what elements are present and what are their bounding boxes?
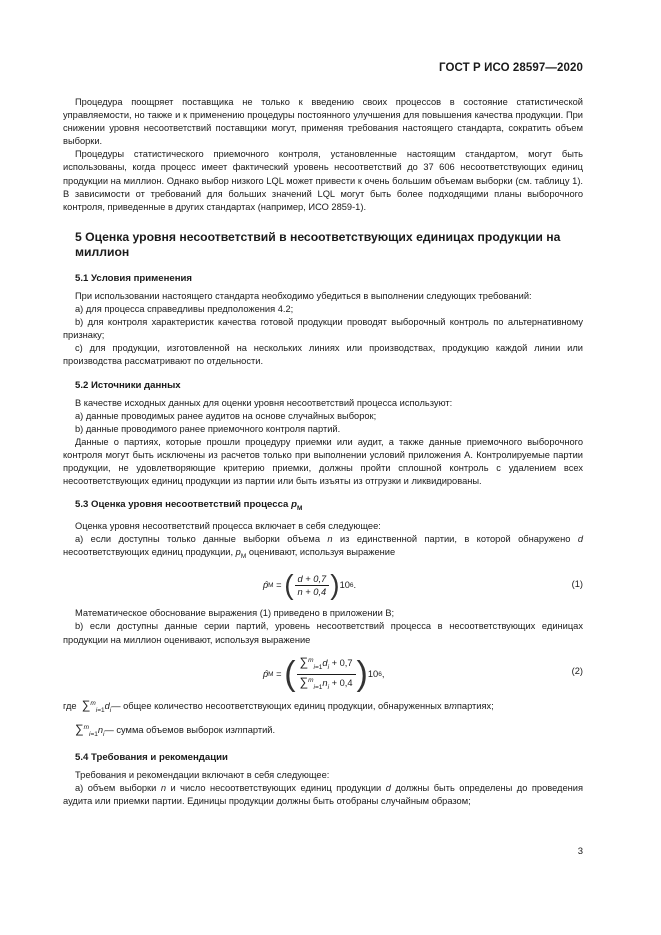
f2-denominator: $\sum^m_{i=1}n_i + 0,4$: [299, 674, 353, 691]
f2-power-base: 10: [367, 668, 379, 679]
s53-paragraph-2: Математическое обоснование выражения (1) приведено в приложении В;: [75, 608, 395, 619]
s54-intro: Требования и рекомендации включают в себя следующее:: [75, 769, 330, 780]
s53-title-symbol: p: [291, 499, 297, 511]
where-line-1: где $\sum^m_{i=1}d_i$ — общее количество несоответствующих единиц продукции, обнаруженных в m партиях;: [63, 697, 583, 717]
intro-paragraph-2: Процедуры статистического приемочного контроля, установленные настоящим стандартом, могут быть использованы, когда процесс имеет фактический уровень несоответствий до 37 606 несоответствующих единиц продукции на миллион. Однако выбор низкого LQL может привести к очень большим объемам выборки (см. таблицу 1). В зависимости от требований для больших значений LQL могут быть более подходящими планы выборочного контроля, приведенные в других стандартах (например, ИСО 2859-1).: [63, 149, 583, 212]
s51-item-a: a) для процесса справедливы предположения 4.2;: [75, 304, 294, 315]
f2-p-hat: p̂: [263, 668, 269, 679]
s51-intro: При использовании настоящего стандарта необходимо убедиться в выполнении следующих требований:: [75, 290, 532, 301]
s53-item-b: b) если доступны данные серии партий, уровень несоответствий процесса в несоответствующих единицах продукции на миллион оценивают, используя выражение: [63, 621, 583, 645]
formula-2: p̂ M = ( $\frac{\sum^m_{i=1}d_i + 0,7}{\sum^m_{i=1}n_i + 0,4}$ ) 10 6 , (2): [263, 654, 583, 694]
intro-paragraph-1: Процедура поощряет поставщика не только к введению своих процессов в состояние статистической управляемости, но также и к применению процедуры постоянного улучшения для повышения качества продукции. При снижении уровня несоответствий поставщики могут, применяя требования настоящего стандарта, сократить объем выборки.: [63, 97, 583, 147]
sum-n-expr: $\sum^m_{i=1}n_i$: [75, 721, 105, 738]
f1-numerator: d + 0,7: [295, 573, 330, 586]
f2-label: (2): [571, 665, 583, 676]
f2-fraction: [297, 655, 356, 694]
f1-label: (1): [571, 579, 583, 590]
page-content: [63, 96, 583, 808]
standard-header: ГОСТ Р ИСО 28597—2020: [438, 62, 583, 74]
s53-title-sub: M: [296, 505, 303, 513]
f1-denominator: n + 0,4: [297, 586, 327, 597]
s52-paragraph: Данные о партиях, которые прошли процедуру приемки или аудит, а также данные приемочного выборочного контроля могут быть исключены из расчетов только при выполнении условий приложения А. Контролируемые партии продукции, не удовлетворяющие критерию приемки, должны пройти сплошной контроль с удалением всех несоответствующих единиц продукции из партии или быть изъяты из отгрузки и ликвидированы.: [63, 436, 583, 487]
section-5-3-title: [75, 498, 583, 515]
f2-power-exp: 6: [378, 670, 382, 678]
s53-intro: Оценка уровня несоответствий процесса включает в себя следующее:: [75, 521, 381, 532]
where-line-2: $\sum^m_{i=1}n_i$ — сумма объемов выборок из m партий.: [63, 721, 583, 741]
sum-d-expr: $\sum^m_{i=1}d_i$: [81, 697, 112, 714]
formula-1: p̂ M = ( $\frac{d + 0,7}{n + 0,4}$ ) 10 6 . (1): [263, 569, 583, 601]
section-5-4-title: 5.4 Требования и рекомендации: [75, 751, 228, 763]
s52-item-b: b) данные проводимого ранее приемочного контроля партий.: [75, 423, 341, 434]
f2-numerator: $\sum^m_{i=1}d_i + 0,7$: [297, 655, 356, 675]
page-number: 3: [577, 846, 583, 857]
s53-title-text: 5.3 Оценка уровня несоответствий процесса: [75, 499, 289, 511]
s52-intro: В качестве исходных данных для оценки уровня несоответствий процесса используют:: [75, 397, 453, 408]
f1-fraction: [295, 573, 330, 598]
f1-power-base: 10: [339, 579, 350, 590]
s53-item-a: a) если доступны только данные выборки объема n из единственной партии, в которой обнаружено d несоответствующих единиц продукции, $p_M$ оценивают, используя выражение: [63, 534, 583, 561]
s54-item-a: a) объем выборки n и число несоответствующих единиц продукции d должны быть определены до проведения аудита или приемки партии. Единицы продукции должны быть отобраны случайным образом;: [63, 782, 584, 807]
f1-power-exp: 6: [349, 581, 354, 589]
s51-item-c: c) для продукции, изготовленной на нескольких линиях или производствах, продукцию каждой линии или производства рассматривают по отдельности.: [63, 343, 583, 367]
section-5-1-title: 5.1 Условия применения: [75, 272, 192, 284]
where-word: где: [63, 701, 77, 712]
section-5-2-title: 5.2 Источники данных: [75, 379, 181, 391]
s51-item-b: b) для контроля характеристик качества готовой продукции проводят выборочный контроль по альтернативному признаку;: [63, 317, 583, 341]
section-5-title: 5 Оценка уровня несоответствий в несоответствующих единицах продукции на миллион: [75, 229, 561, 259]
f1-p-hat: p̂: [263, 579, 269, 590]
s52-item-a: a) данные проводимых ранее аудитов на основе случайных выборок;: [75, 410, 377, 421]
